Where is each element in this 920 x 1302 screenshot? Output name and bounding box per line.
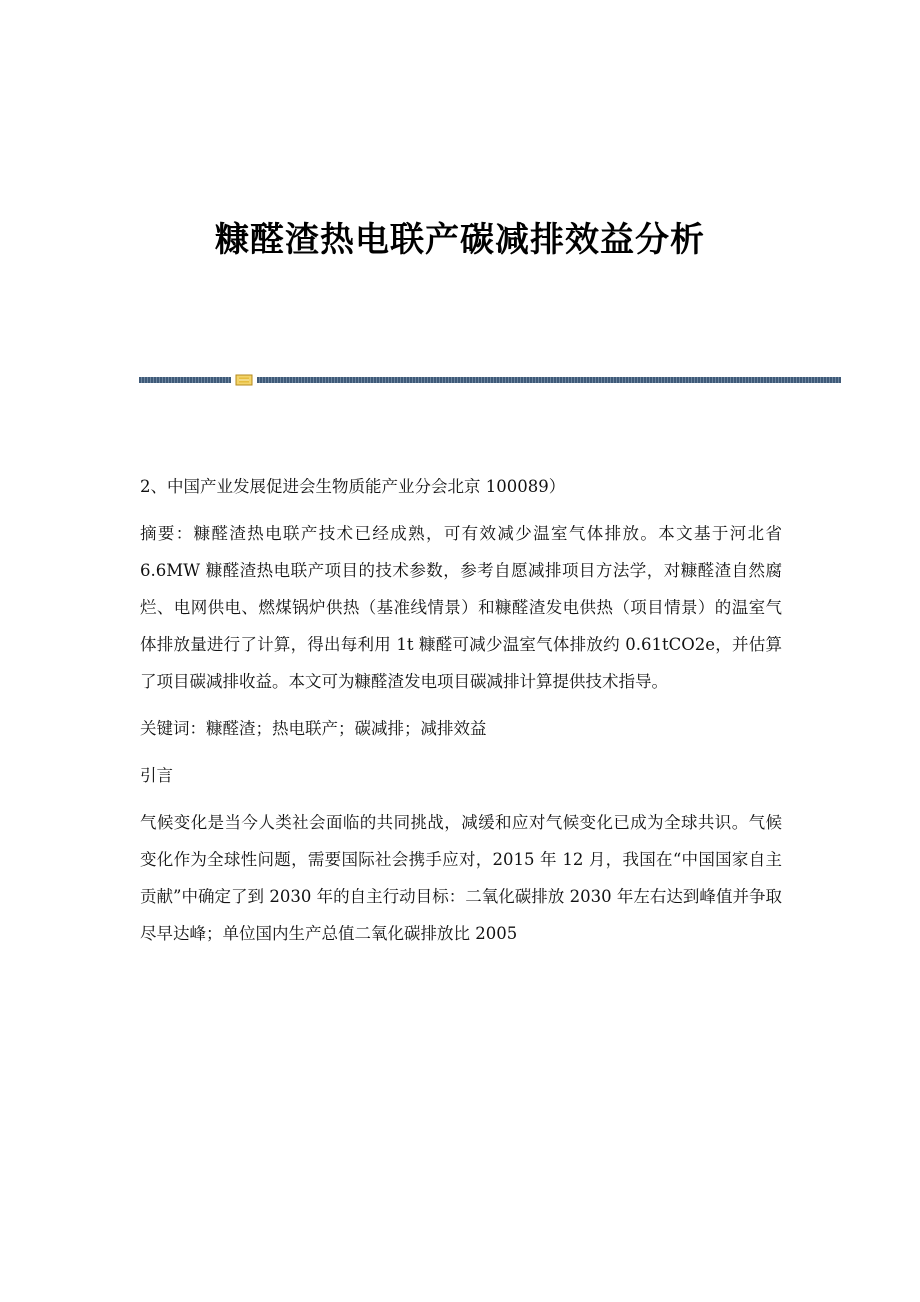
abstract: 摘要：糠醛渣热电联产技术已经成熟，可有效减少温室气体排放。本文基于河北省 6.6MW 糠醛渣热电联产项目的技术参数，参考自愿减排项目方法学，对糠醛渣自然腐烂、电网供电、燃煤锅炉供热（基准线情景）和糠醛渣发电供热（项目情景）的温室气体排放量进行了计算，得出每利用 1t 糠醛可减少温室气体排放约 0.61tCO2e，并估算了项目碳减排收益。本文可为糠醛渣发电项目碳减排计算提供技术指导。 [140, 524, 782, 691]
affiliation: 2、中国产业发展促进会生物质能产业分会北京 100089） [140, 477, 566, 496]
title-divider [139, 374, 841, 386]
intro-paragraph: 气候变化是当今人类社会面临的共同挑战，减缓和应对气候变化已成为全球共识。气候变化作为全球性问题，需要国际社会携手应对，2015 年 12 月，我国在“中国国家自主贡献”中确定了到 2030 年的自主行动目标：二氧化碳排放 2030 年左右达到峰值并争取尽早达峰；单位国内生产总值二氧化碳排放比 2005 [140, 813, 782, 943]
divider-bar-right [257, 377, 841, 383]
divider-bar-left [139, 377, 231, 383]
document-body [140, 468, 782, 952]
keywords: 关键词：糠醛渣；热电联产；碳减排；减排效益 [140, 719, 487, 738]
section-heading-introduction: 引言 [140, 766, 173, 785]
divider-ornament-icon [235, 374, 253, 386]
document-title: 糠醛渣热电联产碳减排效益分析 [215, 220, 705, 260]
